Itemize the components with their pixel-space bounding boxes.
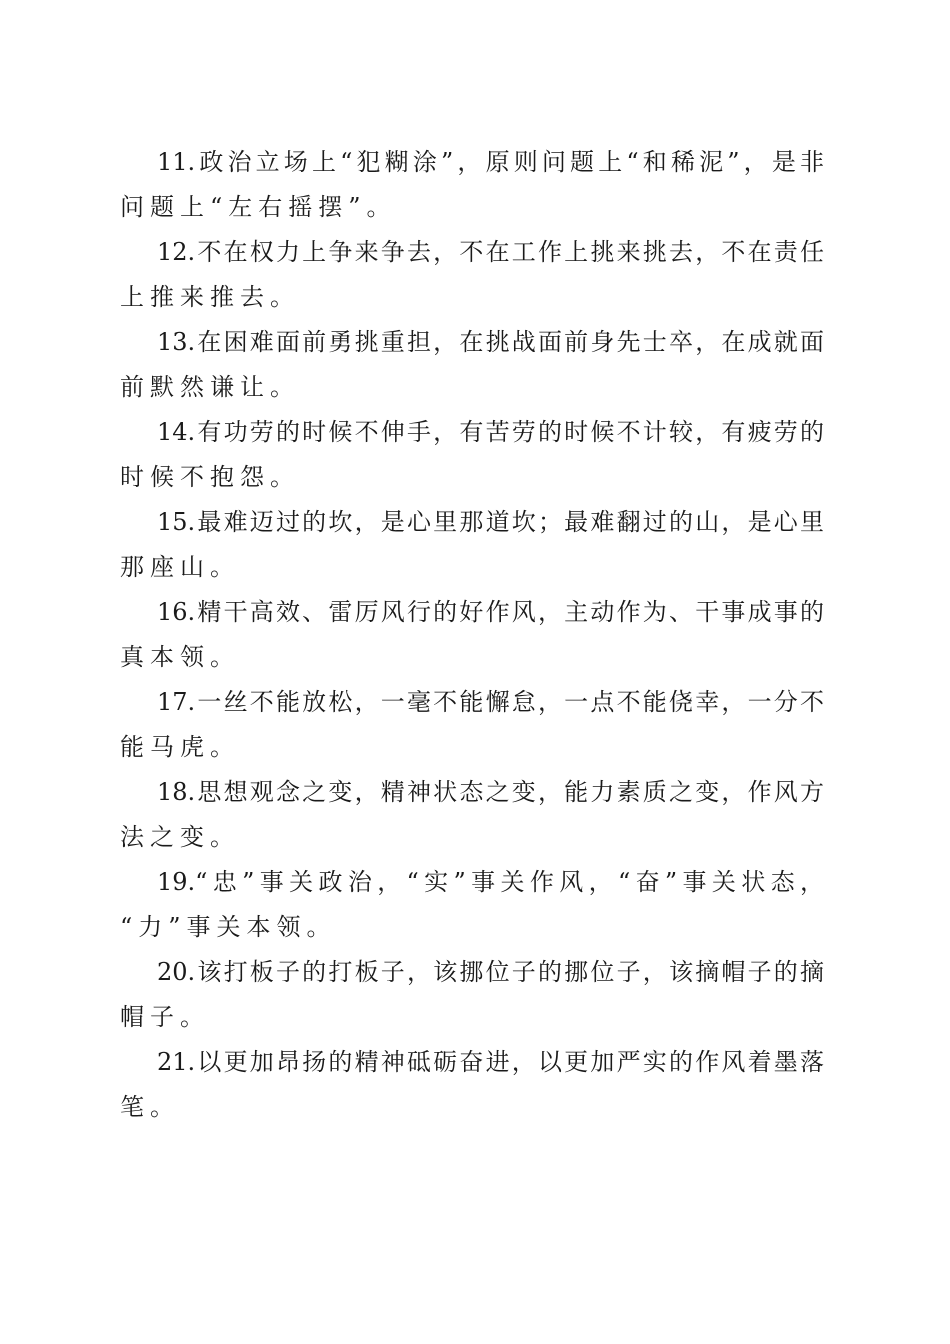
list-item-line: 20.该打板子的打板子，该挪位子的挪位子，该摘帽子的摘: [157, 958, 824, 986]
list-item-line: 那座山。: [120, 553, 240, 581]
list-item-line: 帽子。: [120, 1003, 210, 1031]
list-item-line: 时候不抱怨。: [120, 463, 300, 491]
list-item-line: 19.“忠”事关政治，“实”事关作风，“奋”事关状态，: [157, 868, 824, 896]
list-item-line: 13.在困难面前勇挑重担，在挑战面前身先士卒，在成就面: [157, 328, 824, 356]
list-item: [120, 1040, 824, 1130]
list-item-line: 前默然谦让。: [120, 373, 300, 401]
list-item-line: 11.政治立场上“犯糊涂”，原则问题上“和稀泥”，是非: [157, 148, 824, 176]
list-item: [120, 590, 824, 680]
list-item-line: 上推来推去。: [120, 283, 300, 311]
list-item-line: 真本领。: [120, 643, 240, 671]
list-item-line: 17.一丝不能放松，一毫不能懈怠，一点不能侥幸，一分不: [157, 688, 824, 716]
list-item: [120, 500, 824, 590]
list-item-line: “力”事关本领。: [120, 913, 337, 941]
list-item: [120, 140, 824, 230]
list-item-line: 16.精干高效、雷厉风行的好作风，主动作为、干事成事的: [157, 598, 824, 626]
list-item: [120, 230, 824, 320]
list-item-line: 18.思想观念之变，精神状态之变，能力素质之变，作风方: [157, 778, 824, 806]
list-item-line: 14.有功劳的时候不伸手，有苦劳的时候不计较，有疲劳的: [157, 418, 824, 446]
list-item: [120, 860, 824, 950]
list-item-line: 12.不在权力上争来争去，不在工作上挑来挑去，不在责任: [157, 238, 824, 266]
list-item-line: 笔。: [120, 1093, 180, 1121]
list-item: [120, 320, 824, 410]
list-item-line: 法之变。: [120, 823, 240, 851]
list-item: [120, 410, 824, 500]
list-item: [120, 950, 824, 1040]
list-item-line: 问题上“左右摇摆”。: [120, 193, 397, 221]
list-item-line: 15.最难迈过的坎，是心里那道坎；最难翻过的山，是心里: [157, 508, 824, 536]
document-body: [120, 140, 824, 1130]
list-item-line: 能马虎。: [120, 733, 240, 761]
list-item: [120, 770, 824, 860]
list-item: [120, 680, 824, 770]
list-item-line: 21.以更加昂扬的精神砥砺奋进，以更加严实的作风着墨落: [157, 1048, 824, 1076]
